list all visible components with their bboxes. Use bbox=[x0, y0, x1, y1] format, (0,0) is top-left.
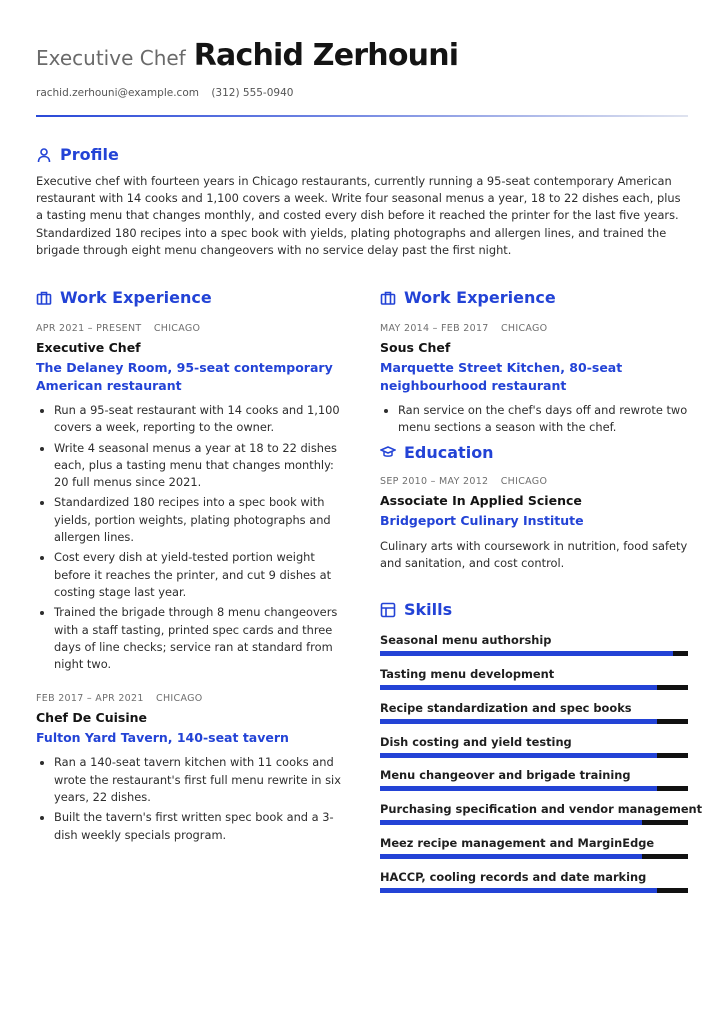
job-bullet: Ran a 140-seat tavern kitchen with 11 cooks and wrote the restaurant's first full menu rewrite in six years, 22 dishes. bbox=[36, 754, 346, 806]
job-role: Sous Chef bbox=[380, 340, 451, 355]
skill-bar-fill bbox=[380, 651, 673, 656]
job-location: CHICAGO bbox=[500, 323, 548, 334]
job-bullets bbox=[36, 402, 346, 673]
skill-item bbox=[380, 629, 688, 663]
skill-label: Seasonal menu authorship bbox=[380, 633, 552, 648]
job-dates: FEB 2017 – APR 2021 bbox=[36, 693, 144, 705]
left-column bbox=[36, 288, 346, 847]
job-title: Executive Chef bbox=[36, 46, 186, 70]
education-location: CHICAGO bbox=[500, 475, 548, 487]
briefcase-icon bbox=[36, 290, 52, 306]
job-bullet: Built the tavern's first written spec book and a 3-dish weekly specials program. bbox=[36, 809, 346, 844]
job-bullet: Cost every dish at yield-tested portion weight before it reaches the printer, and cut 9 dishes at costing stage last year. bbox=[36, 549, 346, 601]
skill-bar bbox=[380, 685, 688, 690]
job-location: CHICAGO bbox=[156, 693, 203, 705]
job-role: Executive Chef bbox=[36, 340, 141, 355]
education-heading bbox=[380, 443, 688, 462]
education-section bbox=[380, 443, 688, 573]
work-experience-heading bbox=[380, 288, 688, 307]
job-organization: Fulton Yard Tavern, 140-seat tavern bbox=[36, 730, 289, 746]
job-bullets bbox=[36, 754, 346, 843]
skills-title: Skills bbox=[404, 600, 453, 620]
job-organization: Marquette Street Kitchen, 80-seat neighbourhood restaurant bbox=[380, 360, 623, 393]
skill-item bbox=[380, 798, 703, 832]
work-experience-title: Work Experience bbox=[60, 288, 212, 307]
skill-bar-fill bbox=[380, 786, 657, 791]
skill-item bbox=[380, 866, 688, 900]
job-bullet: Run a 95-seat restaurant with 14 cooks and 1,100 covers a week, reporting to the owner. bbox=[36, 402, 346, 437]
education-title: Education bbox=[404, 442, 494, 462]
contact-line bbox=[36, 87, 688, 99]
job-meta bbox=[380, 323, 688, 334]
skill-bar bbox=[380, 888, 688, 893]
skills-section bbox=[380, 600, 703, 899]
skill-label: Meez recipe management and MarginEdge bbox=[380, 835, 655, 850]
job-organization: The Delaney Room, 95-seat contemporary American restaurant bbox=[36, 360, 333, 393]
job-bullet: Ran service on the chef's days off and rewrote two menu sections a season with the chef. bbox=[380, 402, 688, 437]
job-entry bbox=[36, 693, 346, 843]
skill-bar-fill bbox=[380, 719, 657, 724]
skill-bar-fill bbox=[380, 820, 642, 825]
skills-heading bbox=[380, 600, 688, 619]
grid-icon bbox=[380, 602, 396, 618]
job-meta bbox=[36, 693, 346, 704]
skill-label: Tasting menu development bbox=[380, 666, 555, 681]
skill-label: Dish costing and yield testing bbox=[380, 734, 572, 749]
job-bullet: Write 4 seasonal menus a year at 18 to 22 dishes each, plus a tasting menu that changes monthly: 20 full menus since 2021. bbox=[36, 440, 346, 492]
person-icon bbox=[36, 147, 52, 163]
briefcase-icon bbox=[380, 290, 396, 306]
skill-label: Purchasing specification and vendor management bbox=[380, 802, 703, 817]
skill-bar-fill bbox=[380, 753, 657, 758]
skill-bar bbox=[380, 820, 688, 825]
education-degree: Associate In Applied Science bbox=[380, 492, 582, 508]
email-text: rachid.zerhouni@example.com bbox=[36, 87, 199, 99]
skills-list bbox=[380, 629, 703, 899]
skill-bar bbox=[380, 786, 688, 791]
job-dates: MAY 2014 – FEB 2017 bbox=[380, 323, 489, 334]
skill-item bbox=[380, 663, 688, 697]
title-line bbox=[36, 38, 688, 73]
skill-label: Recipe standardization and spec books bbox=[380, 700, 632, 715]
skill-bar bbox=[380, 651, 688, 656]
right-column bbox=[380, 288, 703, 900]
skill-item bbox=[380, 764, 688, 798]
job-bullet: Trained the brigade through 8 menu changeovers with a staff tasting, printed spec cards and three days of line checks; service ran at standard from night two. bbox=[36, 604, 346, 673]
skill-bar-fill bbox=[380, 888, 657, 893]
education-dates: SEP 2010 – MAY 2012 bbox=[380, 475, 489, 487]
skill-label: HACCP, cooling records and date marking bbox=[380, 869, 647, 884]
skill-bar bbox=[380, 719, 688, 724]
job-bullets bbox=[380, 402, 688, 437]
work-experience-heading bbox=[36, 288, 346, 307]
skill-bar bbox=[380, 854, 688, 859]
job-dates: APR 2021 – PRESENT bbox=[36, 323, 142, 334]
profile-title: Profile bbox=[60, 145, 119, 164]
education-school: Bridgeport Culinary Institute bbox=[380, 512, 584, 528]
profile-summary: Executive chef with fourteen years in Chicago restaurants, currently running a 95-seat contemporary American restaurant with 14 cooks and 1,100 covers a week. Write four seasonal menus a year, 18 to 22 dishes each, plus a tasting menu that changes monthly, and costed every dish before it reached the printer for the last five years. Standardized 180 recipes into a spec book with yields, plating photographs and allergen lines, and trained the brigade through eight menu changeovers with no service delay past the first night. bbox=[36, 174, 681, 257]
skill-label: Menu changeover and brigade training bbox=[380, 768, 631, 783]
job-location: CHICAGO bbox=[153, 323, 201, 334]
job-entry bbox=[380, 323, 688, 437]
skill-item bbox=[380, 697, 688, 731]
education-description: Culinary arts with coursework in nutrition, food safety and sanitation, and cost control. bbox=[380, 538, 688, 570]
graduation-cap-icon bbox=[380, 444, 396, 460]
profile-section bbox=[36, 145, 688, 259]
job-meta bbox=[36, 323, 346, 334]
job-entry bbox=[36, 323, 346, 673]
skill-item bbox=[380, 731, 688, 765]
job-role: Chef De Cuisine bbox=[36, 710, 148, 726]
header-divider bbox=[36, 115, 688, 117]
skill-bar-fill bbox=[380, 685, 657, 690]
work-experience-title: Work Experience bbox=[404, 288, 556, 307]
candidate-name: Rachid Zerhouni bbox=[193, 38, 459, 73]
resume-header bbox=[36, 38, 688, 99]
job-bullet: Standardized 180 recipes into a spec book with yields, portion weights, plating photographs and allergen lines. bbox=[36, 494, 346, 546]
profile-heading bbox=[36, 145, 688, 164]
skill-bar bbox=[380, 753, 688, 758]
skill-bar-fill bbox=[380, 854, 642, 859]
education-meta bbox=[380, 476, 688, 487]
skill-item bbox=[380, 832, 688, 866]
phone-text: (312) 555-0940 bbox=[211, 87, 294, 99]
